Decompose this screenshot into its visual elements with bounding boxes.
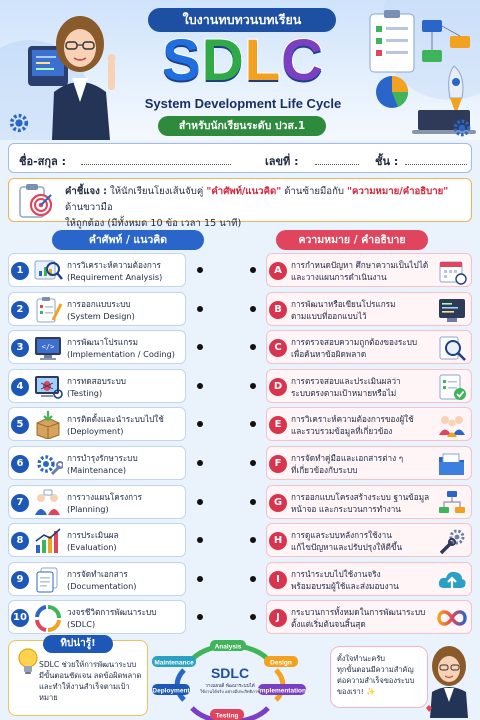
- definition-line-2: ที่เกี่ยวข้องกับระบบ: [291, 465, 358, 475]
- term-text: [67, 336, 185, 360]
- right-match-dot[interactable]: [250, 344, 256, 350]
- definition-text: [291, 375, 435, 399]
- cycle-testing-label: Testing: [215, 712, 239, 720]
- definition-row-e: [266, 407, 472, 441]
- definition-line-2: ตั้งแต่เริ่มต้นจนสิ้นสุด: [291, 619, 366, 630]
- definition-line-1: การกำหนดปัญหา ศึกษาความเป็นไปได้: [291, 260, 429, 270]
- term-english: (System Design): [67, 310, 135, 321]
- term-english: (Evaluation): [67, 542, 117, 553]
- right-match-dot[interactable]: [250, 537, 256, 543]
- magnifier-icon: [437, 334, 467, 362]
- wrench-gear-icon: [437, 527, 467, 555]
- definition-letter: E: [269, 416, 287, 434]
- tip-title: ทิปน่ารู้!: [43, 635, 113, 653]
- definition-row-f: [266, 446, 472, 480]
- definition-line-1: การดูแลระบบหลังการใช้งาน: [291, 530, 392, 541]
- term-row-3: [8, 330, 186, 364]
- term-english: (Maintenance): [67, 465, 127, 475]
- definition-line-2: ตามแบบที่ออกแบบไว้: [291, 310, 367, 321]
- definition-line-2: หน้าจอ และกระบวนการทำงาน: [291, 503, 401, 514]
- definition-line-1: การนำระบบไปใช้งานจริง: [291, 568, 381, 579]
- term-text: [67, 452, 185, 476]
- term-thai: การบำรุงรักษาระบบ: [67, 453, 138, 463]
- class-field[interactable]: [405, 164, 467, 165]
- cycle-maintenance-label: Maintenance: [154, 659, 194, 667]
- term-english: (Planning): [67, 503, 109, 514]
- definition-line-1: การจัดทำคู่มือและเอกสารต่าง ๆ: [291, 453, 404, 463]
- box-install-icon: [33, 411, 63, 439]
- cycle-design-label: Design: [270, 659, 292, 667]
- term-thai: การจัดทำเอกสาร: [67, 568, 128, 579]
- sdlc-logo-letter: L: [244, 28, 282, 93]
- definition-letter: I: [269, 571, 287, 589]
- users-icon: [437, 411, 467, 439]
- definition-row-g: [266, 485, 472, 519]
- right-match-dot[interactable]: [250, 383, 256, 389]
- right-match-dot[interactable]: [250, 576, 256, 582]
- tip-line: มีขั้นตอนชัดเจน ลดข้อผิดพลาด: [39, 671, 142, 680]
- term-row-6: [8, 446, 186, 480]
- definition-text: [291, 529, 435, 553]
- number-label: เลขที่ :: [265, 155, 299, 168]
- target-clipboard-icon: [17, 183, 53, 219]
- term-english: (Requirement Analysis): [67, 272, 163, 282]
- definition-text: [291, 259, 435, 283]
- definition-line-1: การตรวจสอบความถูกต้องของระบบ: [291, 337, 418, 348]
- gear-icon: [452, 118, 472, 138]
- term-text: [67, 375, 185, 399]
- definition-letter: J: [269, 609, 287, 627]
- left-match-dot[interactable]: [197, 383, 203, 389]
- definition-letter: D: [269, 378, 287, 396]
- term-thai: การประเมินผล: [67, 530, 119, 541]
- sdlc-logo-text: [162, 30, 324, 92]
- checklist-icon: [437, 373, 467, 401]
- definition-line-1: การวิเคราะห์ความต้องการของผู้ใช้: [291, 414, 414, 425]
- definition-letter: G: [269, 494, 287, 512]
- definition-row-h: [266, 523, 472, 557]
- number-field[interactable]: [315, 164, 359, 165]
- bottom-section: [0, 640, 480, 720]
- term-english: (Implementation / Coding): [67, 349, 175, 360]
- level-badge: สำหรับนักเรียนระดับ ปวส.1: [158, 116, 326, 136]
- definition-line-2: ระบบตรงตามเป้าหมายหรือไม่: [291, 387, 397, 398]
- cycle-center-sub1: วางแผนดี พัฒนาระบบได้: [205, 684, 255, 689]
- term-text: [67, 606, 185, 630]
- gear-icon: [8, 112, 30, 134]
- left-match-dot[interactable]: [197, 344, 203, 350]
- class-label: ชั้น :: [375, 155, 399, 168]
- right-match-dot[interactable]: [250, 460, 256, 466]
- left-match-dot[interactable]: [197, 576, 203, 582]
- right-match-dot[interactable]: [250, 306, 256, 312]
- instruction-box: [8, 178, 472, 229]
- definition-text: [291, 606, 435, 630]
- definition-row-i: [266, 562, 472, 596]
- term-number: 5: [11, 416, 29, 434]
- term-row-2: [8, 292, 186, 326]
- cycle-center-title: SDLC: [210, 665, 250, 681]
- left-match-dot[interactable]: [197, 421, 203, 427]
- definition-line-2: เพื่อค้นหาข้อผิดพลาด: [291, 349, 367, 360]
- term-english: (Deployment): [67, 426, 124, 437]
- instruction-part: ด้านซ้ายมือกับ: [284, 186, 344, 197]
- bar-chart-icon: [33, 527, 63, 555]
- term-row-5: [8, 407, 186, 441]
- infinity-icon: [437, 604, 467, 632]
- term-english: (Documentation): [67, 580, 137, 591]
- left-match-dot[interactable]: [197, 267, 203, 273]
- bubble-line: ของเรา! ✨: [337, 687, 376, 696]
- term-text: [67, 568, 185, 592]
- term-row-7: [8, 485, 186, 519]
- term-text: [67, 413, 185, 437]
- speech-bubble-text: [337, 653, 425, 697]
- calendar-icon: [437, 257, 467, 285]
- sdlc-logo-letter: S: [162, 28, 202, 93]
- definition-row-b: [266, 292, 472, 326]
- definition-text: [291, 491, 435, 515]
- definition-letter: A: [269, 262, 287, 280]
- teacher-illustration: [28, 6, 124, 140]
- sdlc-logo-letter: C: [281, 28, 324, 93]
- left-match-dot[interactable]: [197, 537, 203, 543]
- cycle-deployment-label: Deployment: [152, 687, 190, 695]
- definition-text: [291, 413, 435, 437]
- instruction-label: คำชี้แจง :: [65, 186, 107, 197]
- gear-wrench-icon: [33, 450, 63, 478]
- definition-letter: F: [269, 455, 287, 473]
- left-column-header: คำศัพท์ / แนวคิด: [52, 230, 204, 250]
- term-row-1: [8, 253, 186, 287]
- term-number: 8: [11, 532, 29, 550]
- cycle-analysis-label: Analysis: [214, 643, 242, 651]
- subtitle: System Development Life Cycle: [144, 96, 342, 111]
- definition-row-j: [266, 600, 472, 634]
- instruction-term-left: "คำศัพท์/แนวคิด": [206, 186, 282, 197]
- definition-line-1: การพัฒนาหรือเขียนโปรแกรม: [291, 298, 396, 309]
- term-row-10: [8, 600, 186, 634]
- left-match-dot[interactable]: [197, 614, 203, 620]
- magnifier-chart-icon: [33, 257, 63, 285]
- instruction-line-2: ให้ถูกต้อง (มีทั้งหมด 10 ข้อ เวลา 15 นาที): [65, 218, 242, 229]
- right-match-dot[interactable]: [250, 499, 256, 505]
- instruction-text: [65, 184, 467, 232]
- definition-text: [291, 568, 435, 592]
- definition-row-a: [266, 253, 472, 287]
- name-field[interactable]: [81, 164, 231, 165]
- term-number: 10: [11, 609, 29, 627]
- definition-text: [291, 298, 435, 322]
- right-match-dot[interactable]: [250, 614, 256, 620]
- student-info-box: [8, 143, 472, 173]
- term-row-8: [8, 523, 186, 557]
- cloud-upload-icon: [437, 566, 467, 594]
- term-english: (Testing): [67, 387, 103, 398]
- term-thai: วงจรชีวิตการพัฒนาระบบ: [67, 607, 157, 618]
- documents-icon: [33, 566, 63, 594]
- right-column-header: ความหมาย / คำอธิบาย: [276, 230, 428, 250]
- term-number: 6: [11, 455, 29, 473]
- cycle-implementation-label: Implementation: [257, 687, 307, 695]
- team-planning-icon: [33, 489, 63, 517]
- definition-line-2: แก้ไขปัญหาและปรับปรุงให้ดีขึ้น: [291, 542, 403, 553]
- bug-monitor-icon: [33, 373, 63, 401]
- definition-line-2: พร้อมอบรมผู้ใช้และส่งมอบงาน: [291, 580, 399, 591]
- folder-icon: [437, 450, 467, 478]
- term-number: 3: [11, 339, 29, 357]
- svg-text:</>: </>: [41, 343, 55, 352]
- tip-line: และทำให้งานสำเร็จตามเป้าหมาย: [39, 682, 130, 702]
- term-thai: การวิเคราะห์ความต้องการ: [67, 260, 161, 270]
- code-monitor-icon: [33, 334, 63, 362]
- definition-row-d: [266, 369, 472, 403]
- definition-letter: C: [269, 339, 287, 357]
- worksheet-title: ใบงานทบทวนบทเรียน: [148, 8, 336, 32]
- definition-row-c: [266, 330, 472, 364]
- header-banner: [0, 0, 480, 140]
- instruction-part: ด้านขวามือ: [65, 202, 113, 213]
- term-thai: การวางแผนโครงการ: [67, 491, 143, 502]
- term-number: 1: [11, 262, 29, 280]
- left-match-dot[interactable]: [197, 499, 203, 505]
- term-row-4: [8, 369, 186, 403]
- definition-letter: B: [269, 301, 287, 319]
- left-match-dot[interactable]: [197, 306, 203, 312]
- right-match-dot[interactable]: [250, 267, 256, 273]
- speech-bubble: [330, 646, 428, 708]
- term-text: [67, 529, 185, 553]
- tip-box: [8, 640, 148, 716]
- sdlc-cycle-diagram: [150, 640, 310, 720]
- cycle-icon: [33, 604, 63, 632]
- term-thai: การทดสอบระบบ: [67, 375, 126, 386]
- definition-line-1: การตรวจสอบและประเมินผลว่า: [291, 375, 401, 386]
- definition-line-1: การออกแบบโครงสร้างระบบ ฐานข้อมูล: [291, 491, 430, 502]
- cycle-center-sub2: ใช้งานได้จริง อย่างมีประสิทธิภาพ: [199, 689, 261, 694]
- definition-line-2: และรวบรวมข้อมูลที่เกี่ยวข้อง: [291, 426, 393, 437]
- lightbulb-icon: [15, 647, 41, 677]
- term-row-9: [8, 562, 186, 596]
- bubble-line: ต่อความสำเร็จของระบบ: [337, 676, 415, 685]
- term-text: [67, 259, 185, 283]
- term-number: 2: [11, 301, 29, 319]
- sdlc-logo: [138, 30, 348, 92]
- bubble-line: ตั้งใจทำนะครับ: [337, 654, 385, 663]
- name-label: ชื่อ-สกุล :: [19, 155, 66, 168]
- tip-line: SDLC ช่วยให้การพัฒนาระบบ: [39, 660, 137, 669]
- term-thai: การพัฒนาโปรแกรม: [67, 337, 138, 348]
- term-text: [67, 298, 185, 322]
- instruction-term-right: "ความหมาย/คำอธิบาย": [347, 186, 449, 197]
- term-text: [67, 491, 185, 515]
- right-match-dot[interactable]: [250, 421, 256, 427]
- definition-line-2: และวางแผนการดำเนินงาน: [291, 272, 387, 282]
- term-english: (SDLC): [67, 619, 96, 630]
- definition-text: [291, 452, 435, 476]
- bubble-line: ทุกขั้นตอนมีความสำคัญ: [337, 665, 414, 674]
- definition-text: [291, 336, 435, 360]
- clipboard-pencil-icon: [33, 296, 63, 324]
- term-number: 7: [11, 494, 29, 512]
- flowchart-icon: [437, 489, 467, 517]
- tip-text: [39, 659, 145, 703]
- teacher-small-illustration: [420, 642, 478, 718]
- sdlc-logo-letter: D: [201, 28, 245, 93]
- term-number: 4: [11, 378, 29, 396]
- term-number: 9: [11, 571, 29, 589]
- definition-letter: H: [269, 532, 287, 550]
- definition-line-1: กระบวนการทั้งหมดในการพัฒนาระบบ: [291, 607, 426, 618]
- left-match-dot[interactable]: [197, 460, 203, 466]
- instruction-part: ให้นักเรียนโยงเส้นจับคู่: [110, 186, 204, 197]
- code-screen-icon: [437, 296, 467, 324]
- term-thai: การออกแบบระบบ: [67, 298, 131, 309]
- term-thai: การติดตั้งและนำระบบไปใช้: [67, 414, 164, 425]
